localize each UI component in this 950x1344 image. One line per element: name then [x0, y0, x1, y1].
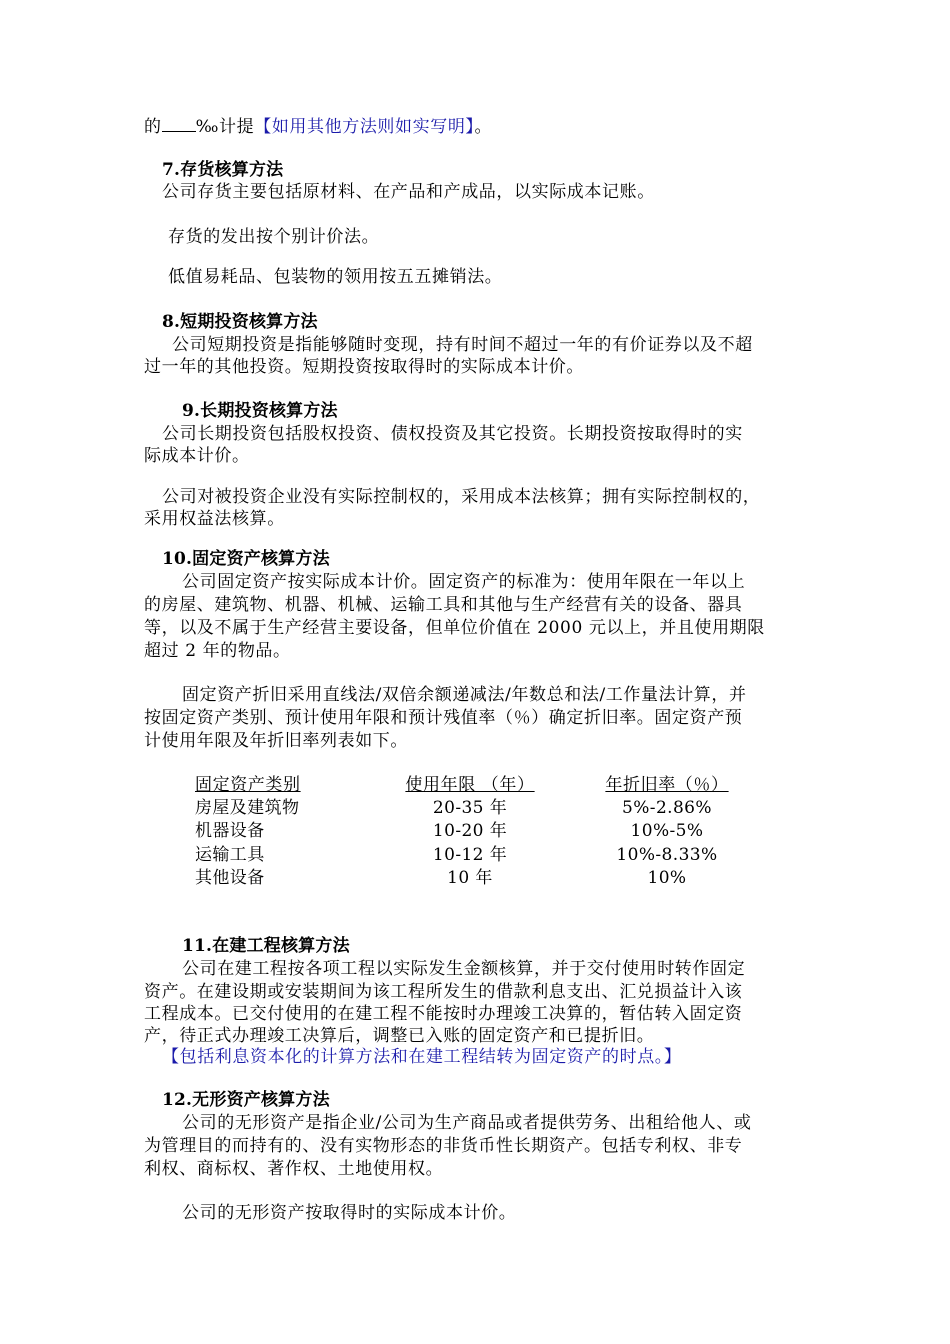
section-8-line-1: 公司短期投资是指能够随时变现，持有时间不超过一年的有价证券以及不超	[172, 335, 753, 355]
table-cell: 房屋及建筑物	[195, 798, 300, 818]
section-8-line-2: 过一年的其他投资。短期投资按取得时的实际成本计价。	[144, 357, 584, 377]
section-9-line-3: 公司对被投资企业没有实际控制权的，采用成本法核算；拥有实际控制权的，	[162, 487, 761, 507]
section-8-heading: 8.短期投资核算方法	[162, 312, 318, 332]
section-12-line-3: 利权、商标权、著作权、土地使用权。	[144, 1159, 444, 1179]
table-cell: 10-12 年	[432, 845, 508, 865]
blank-underline[interactable]	[162, 117, 196, 132]
section-10-line-2: 的房屋、建筑物、机器、机械、运输工具和其他与生产经营有关的设备、器具	[144, 595, 743, 615]
table-cell: 5%-2.86%	[622, 798, 712, 818]
table-cell: 其他设备	[195, 868, 265, 888]
section-10-line-5: 固定资产折旧采用直线法/双倍余额递减法/年数总和法/工作量法计算，并	[182, 685, 747, 705]
section-11-heading: 11.在建工程核算方法	[182, 936, 350, 956]
table-cell: 10-20 年	[432, 821, 508, 841]
table-cell: 10%-5%	[630, 821, 704, 841]
section-9-line-1: 公司长期投资包括股权投资、债权投资及其它投资。长期投资按取得时的实	[162, 424, 743, 444]
intro-prefix: 的	[144, 117, 162, 137]
section-10-line-6: 按固定资产类别、预计使用年限和预计残值率（％）确定折旧率。固定资产预	[144, 708, 743, 728]
section-7-heading: 7.存货核算方法	[162, 160, 284, 180]
section-12-paragraph-2: 公司的无形资产按取得时的实际成本计价。	[182, 1203, 517, 1223]
table-header-category: 固定资产类别	[195, 775, 301, 795]
section-11-note: 【包括利息资本化的计算方法和在建工程结转为固定资产的时点。】	[162, 1047, 682, 1067]
section-12-line-2: 为管理目的而持有的、没有实物形态的非货币性长期资产。包括专利权、非专	[144, 1136, 743, 1156]
section-7-paragraph-1: 公司存货主要包括原材料、在产品和产成品，以实际成本记账。	[162, 182, 655, 202]
table-cell: 20-35 年	[432, 798, 508, 818]
section-12-line-1: 公司的无形资产是指企业/公司为生产商品或者提供劳务、出租给他人、或	[182, 1113, 752, 1133]
intro-end: 。	[474, 117, 493, 137]
table-cell: 10%-8.33%	[616, 845, 718, 865]
section-7-paragraph-3: 低值易耗品、包装物的领用按五五摊销法。	[168, 267, 503, 287]
section-10-heading: 10.固定资产核算方法	[162, 549, 330, 569]
intro-line	[144, 116, 492, 138]
section-9-line-2: 际成本计价。	[144, 446, 250, 466]
section-11-line-3: 工程成本。已交付使用的在建工程不能按时办理竣工决算的，暂估转入固定资	[144, 1004, 743, 1024]
section-9-line-4: 采用权益法核算。	[144, 509, 285, 529]
table-cell: 10%	[647, 868, 687, 888]
section-11-line-1: 公司在建工程按各项工程以实际发生金额核算，并于交付使用时转作固定	[182, 959, 746, 979]
section-10-line-1: 公司固定资产按实际成本计价。固定资产的标准为：使用年限在一年以上	[182, 572, 746, 592]
section-10-line-7: 计使用年限及年折旧率列表如下。	[144, 731, 408, 751]
table-cell: 机器设备	[195, 821, 265, 841]
table-cell: 10 年	[447, 868, 493, 888]
section-10-line-4: 超过 2 年的物品。	[144, 641, 291, 661]
section-10-line-3: 等，以及不属于生产经营主要设备，但单位价值在 2000 元以上，并且使用期限	[144, 618, 765, 638]
intro-mid: ‰计提	[195, 117, 255, 137]
intro-note: 【如用其他方法则如实写明】	[254, 117, 475, 137]
section-12-heading: 12.无形资产核算方法	[162, 1090, 330, 1110]
table-header-years: 使用年限 （年）	[405, 775, 535, 795]
section-11-line-4: 产，待正式办理竣工决算后，调整已入账的固定资产和已提折旧。	[144, 1026, 655, 1046]
table-header-rate: 年折旧率（％）	[605, 775, 729, 795]
section-11-line-2: 资产。在建设期或安装期间为该工程所发生的借款利息支出、汇兑损益计入该	[144, 982, 743, 1002]
table-cell: 运输工具	[195, 845, 265, 865]
section-7-paragraph-2: 存货的发出按个别计价法。	[168, 227, 380, 247]
section-9-heading: 9.长期投资核算方法	[182, 401, 338, 421]
